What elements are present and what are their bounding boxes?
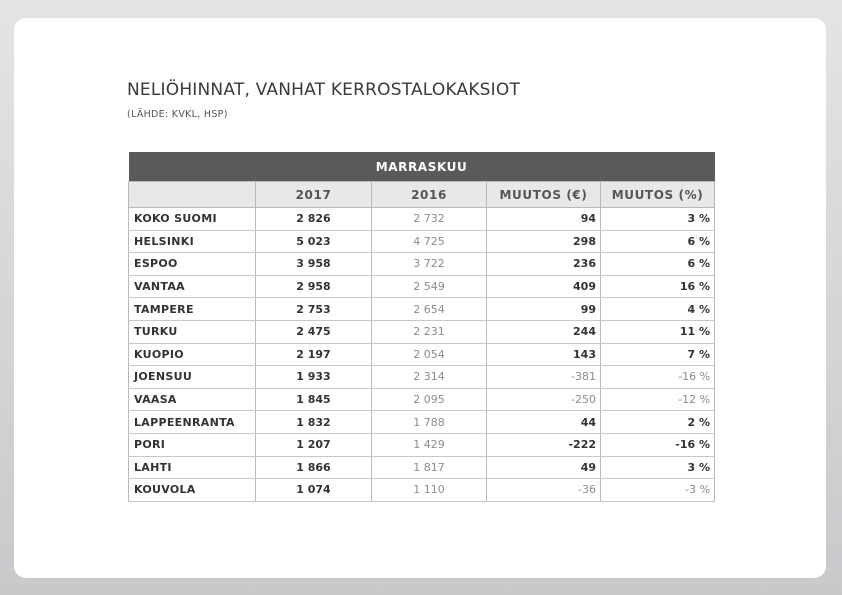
table-row	[129, 298, 715, 321]
value-2017-cell: 2 826	[256, 208, 372, 231]
value-2016-cell: 1 429	[372, 433, 487, 456]
table-row	[129, 230, 715, 253]
change-pct-cell: 6 %	[601, 230, 715, 253]
change-pct-cell: -16 %	[601, 366, 715, 389]
value-2016-cell: 2 314	[372, 366, 487, 389]
value-2017-cell: 3 958	[256, 253, 372, 276]
table-row	[129, 343, 715, 366]
table-body	[129, 208, 715, 502]
change-eur-cell: 44	[487, 411, 601, 434]
value-2016-cell: 2 549	[372, 275, 487, 298]
city-cell: JOENSUU	[129, 366, 256, 389]
city-cell: ESPOO	[129, 253, 256, 276]
value-2017-cell: 1 074	[256, 479, 372, 502]
change-eur-cell: 236	[487, 253, 601, 276]
table-row	[129, 320, 715, 343]
table-row	[129, 253, 715, 276]
value-2016-cell: 3 722	[372, 253, 487, 276]
value-2016-cell: 2 095	[372, 388, 487, 411]
change-pct-cell: -12 %	[601, 388, 715, 411]
city-cell: KOUVOLA	[129, 479, 256, 502]
city-cell: VANTAA	[129, 275, 256, 298]
value-2017-cell: 2 958	[256, 275, 372, 298]
change-eur-cell: 409	[487, 275, 601, 298]
value-2017-cell: 2 197	[256, 343, 372, 366]
price-table	[128, 152, 715, 502]
change-pct-cell: 11 %	[601, 320, 715, 343]
change-pct-cell: 4 %	[601, 298, 715, 321]
value-2016-cell: 2 732	[372, 208, 487, 231]
city-cell: LAHTI	[129, 456, 256, 479]
table-row	[129, 366, 715, 389]
period-header-row	[129, 152, 715, 182]
column-header-row	[129, 182, 715, 208]
table-row	[129, 411, 715, 434]
change-eur-cell: -222	[487, 433, 601, 456]
city-cell: HELSINKI	[129, 230, 256, 253]
change-eur-cell: 49	[487, 456, 601, 479]
change-pct-cell: -16 %	[601, 433, 715, 456]
change-eur-cell: -250	[487, 388, 601, 411]
change-pct-cell: 6 %	[601, 253, 715, 276]
column-header-city	[129, 182, 256, 208]
period-header: MARRASKUU	[129, 152, 715, 182]
value-2017-cell: 5 023	[256, 230, 372, 253]
value-2016-cell: 2 231	[372, 320, 487, 343]
change-pct-cell: 3 %	[601, 208, 715, 231]
city-cell: PORI	[129, 433, 256, 456]
table-row	[129, 433, 715, 456]
value-2017-cell: 2 753	[256, 298, 372, 321]
value-2017-cell: 1 845	[256, 388, 372, 411]
value-2016-cell: 1 817	[372, 456, 487, 479]
value-2016-cell: 1 110	[372, 479, 487, 502]
table-row	[129, 479, 715, 502]
column-header-2016: 2016	[372, 182, 487, 208]
value-2017-cell: 1 866	[256, 456, 372, 479]
report-card	[14, 18, 826, 578]
city-cell: LAPPEENRANTA	[129, 411, 256, 434]
page-title: NELIÖHINNAT, VANHAT KERROSTALOKAKSIOT	[127, 80, 521, 100]
city-cell: KOKO SUOMI	[129, 208, 256, 231]
change-pct-cell: -3 %	[601, 479, 715, 502]
source-note: (LÄHDE: KVKL, HSP)	[127, 109, 228, 120]
city-cell: KUOPIO	[129, 343, 256, 366]
city-cell: TAMPERE	[129, 298, 256, 321]
change-pct-cell: 7 %	[601, 343, 715, 366]
table-row	[129, 275, 715, 298]
table-row	[129, 456, 715, 479]
change-eur-cell: -36	[487, 479, 601, 502]
table-row	[129, 388, 715, 411]
value-2017-cell: 1 933	[256, 366, 372, 389]
column-header-change-eur: MUUTOS (€)	[487, 182, 601, 208]
table-row	[129, 208, 715, 231]
value-2016-cell: 4 725	[372, 230, 487, 253]
value-2016-cell: 1 788	[372, 411, 487, 434]
change-eur-cell: 143	[487, 343, 601, 366]
value-2017-cell: 1 207	[256, 433, 372, 456]
change-eur-cell: 99	[487, 298, 601, 321]
city-cell: VAASA	[129, 388, 256, 411]
value-2016-cell: 2 654	[372, 298, 487, 321]
value-2017-cell: 1 832	[256, 411, 372, 434]
change-eur-cell: 244	[487, 320, 601, 343]
city-cell: TURKU	[129, 320, 256, 343]
column-header-2017: 2017	[256, 182, 372, 208]
change-pct-cell: 2 %	[601, 411, 715, 434]
column-header-change-pct: MUUTOS (%)	[601, 182, 715, 208]
value-2016-cell: 2 054	[372, 343, 487, 366]
change-eur-cell: -381	[487, 366, 601, 389]
change-eur-cell: 298	[487, 230, 601, 253]
change-pct-cell: 16 %	[601, 275, 715, 298]
value-2017-cell: 2 475	[256, 320, 372, 343]
change-pct-cell: 3 %	[601, 456, 715, 479]
change-eur-cell: 94	[487, 208, 601, 231]
